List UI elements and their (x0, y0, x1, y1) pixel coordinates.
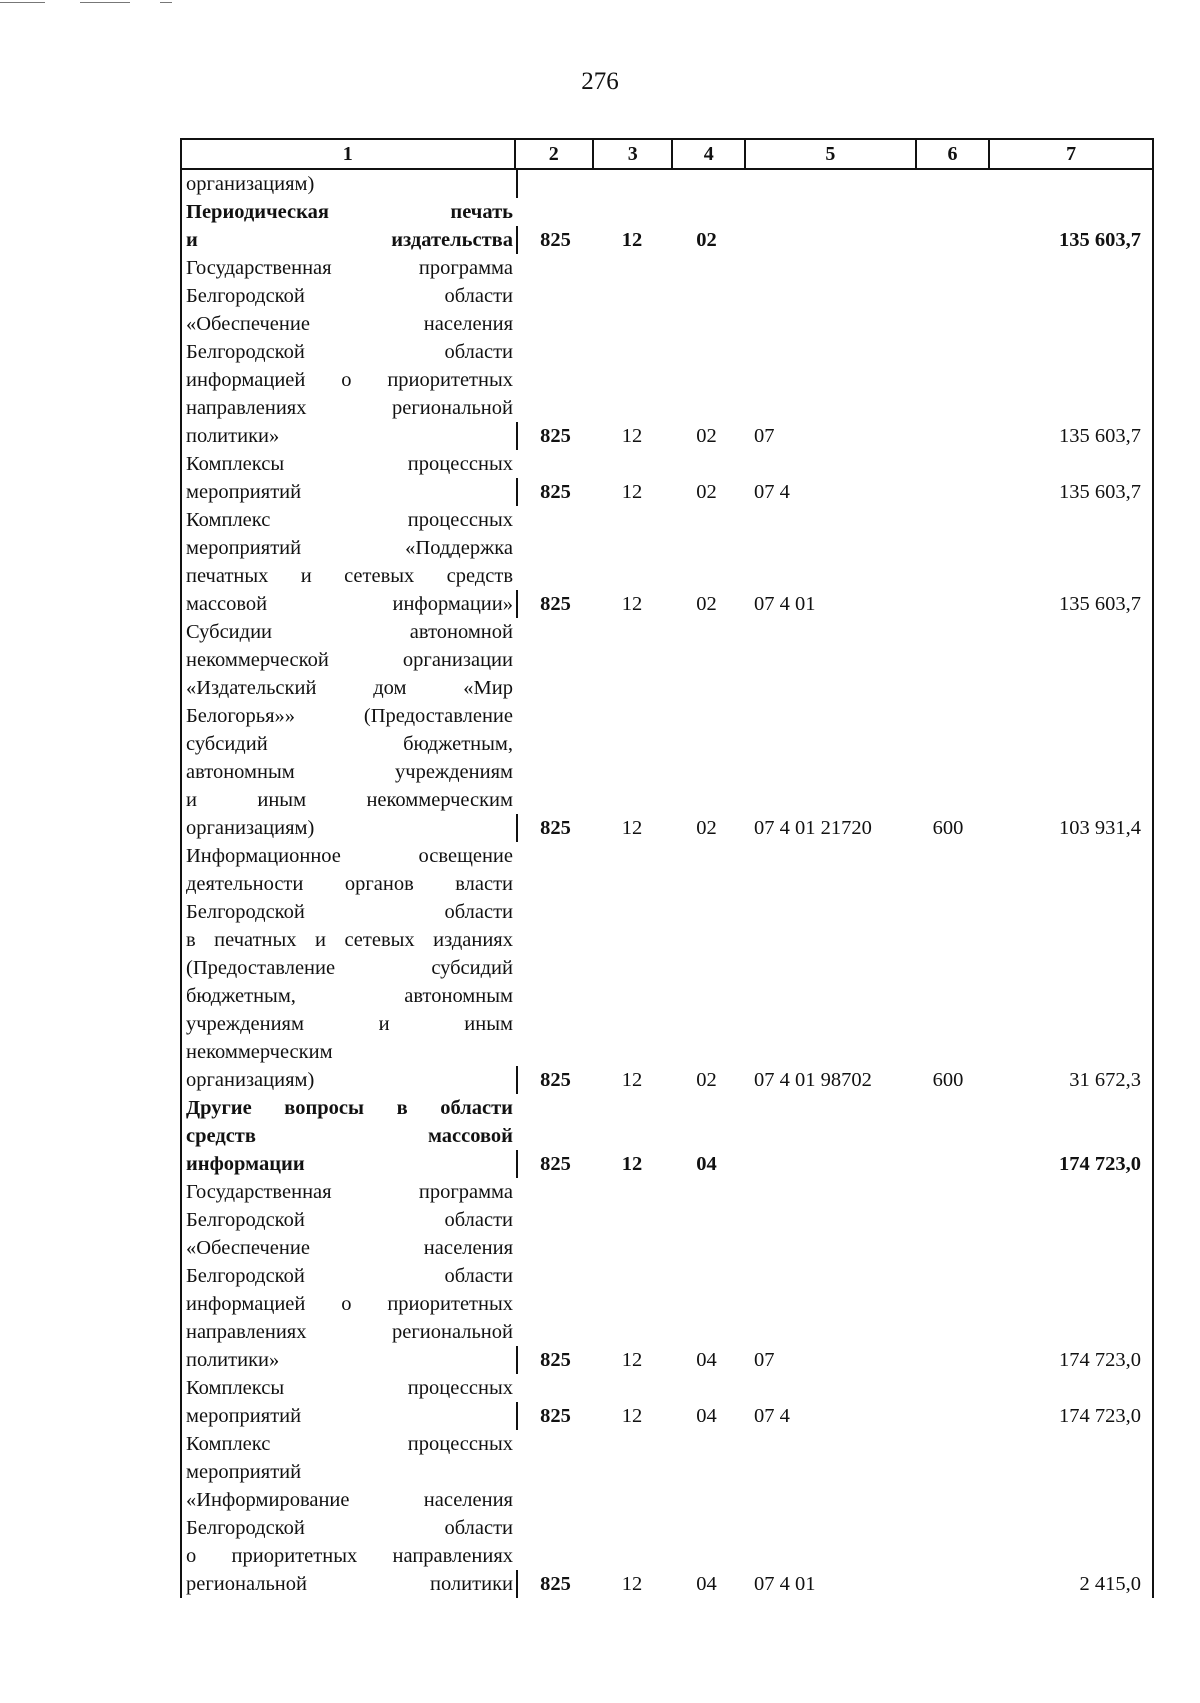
code-section: 12 (621, 1349, 643, 1371)
code-subsection: 02 (696, 1069, 717, 1091)
description-line: некоммерческой организации (186, 649, 513, 671)
row-description (182, 450, 516, 506)
description-line: Субсидии автономной (186, 621, 513, 643)
row-description (182, 1374, 516, 1430)
code-target-article: 07 4 01 98702 (754, 1069, 872, 1091)
code-subsection: 04 (696, 1405, 717, 1427)
description-line: Белгородской области (186, 1517, 513, 1539)
table-row (182, 254, 1152, 450)
description-line: Белгородской области (186, 1265, 513, 1287)
row-description (182, 1094, 516, 1178)
row-description (182, 618, 516, 842)
table-body (182, 170, 1152, 1598)
code-expense-type (912, 478, 984, 506)
description-line: и издательства (186, 229, 513, 251)
page-number: 276 (581, 68, 619, 95)
column-header: 3 (592, 140, 671, 168)
description-line: «Обеспечение населения (186, 313, 513, 335)
description-line: печатных и сетевых средств (186, 565, 513, 587)
description-line: «Издательский дом «Мир (186, 677, 513, 699)
row-codes (516, 170, 1147, 198)
code-ministry: 825 (516, 1346, 593, 1374)
description-line: мероприятий (186, 1405, 302, 1427)
code-target-article (742, 170, 912, 198)
description-line: Белгородской области (186, 285, 513, 307)
amount: 135 603,7 (1059, 229, 1141, 251)
code-section: 12 (621, 425, 643, 447)
description-line: (Предоставление субсидий (186, 957, 513, 979)
code-subsection: 02 (696, 425, 717, 447)
code-section: 12 (621, 593, 643, 615)
description-line: учреждениям и иным (186, 1013, 513, 1035)
description-line: Белогорья»» (Предоставление (186, 705, 513, 727)
description-line: деятельности органов власти (186, 873, 513, 895)
description-line: Комплекс процессных (186, 1433, 513, 1455)
code-ministry (516, 170, 593, 198)
description-line: Комплексы процессных (186, 1377, 513, 1399)
description-line: некоммерческим (186, 1041, 333, 1063)
code-target-article: 07 (754, 425, 775, 447)
description-line: «Информирование населения (186, 1489, 513, 1511)
row-codes (516, 450, 1147, 506)
description-line: субсидий бюджетным, (186, 733, 513, 755)
description-line: автономным учреждениям (186, 761, 513, 783)
row-description (182, 842, 516, 1094)
description-line: политики» (186, 1349, 280, 1371)
table-row (182, 506, 1152, 618)
amount: 174 723,0 (1059, 1405, 1141, 1427)
description-line: информацией о приоритетных (186, 1293, 513, 1315)
code-expense-type: 600 (932, 817, 964, 839)
description-line: Другие вопросы в области (186, 1097, 513, 1119)
column-header: 4 (671, 140, 743, 168)
code-section: 12 (621, 1153, 643, 1175)
code-expense-type (912, 1570, 984, 1598)
description-line: Периодическая печать (186, 201, 513, 223)
code-section: 12 (621, 1069, 643, 1091)
row-description (182, 254, 516, 450)
row-codes (516, 1178, 1147, 1374)
code-ministry: 825 (516, 226, 593, 254)
code-target-article (742, 226, 912, 254)
amount: 135 603,7 (1059, 481, 1141, 503)
code-section: 12 (621, 1405, 643, 1427)
code-expense-type (912, 422, 984, 450)
description-line: Государственная программа (186, 1181, 513, 1203)
code-target-article: 07 4 (754, 1405, 790, 1427)
table-row (182, 842, 1152, 1094)
description-line: организациям) (186, 173, 315, 195)
description-line: бюджетным, автономным (186, 985, 513, 1007)
code-subsection (671, 170, 742, 198)
description-line: организациям) (186, 1069, 315, 1091)
code-target-article: 07 4 (754, 481, 790, 503)
description-line: региональной политики (186, 1573, 513, 1595)
amount: 174 723,0 (1059, 1153, 1141, 1175)
code-expense-type (912, 170, 984, 198)
amount: 2 415,0 (1079, 1573, 1141, 1595)
code-ministry: 825 (516, 1066, 593, 1094)
description-line: Белгородской области (186, 341, 513, 363)
description-line: в печатных и сетевых изданиях (186, 929, 513, 951)
row-description (182, 1178, 516, 1374)
scan-artifact-line (0, 2, 45, 3)
description-line: мероприятий «Поддержка (186, 537, 513, 559)
description-line: Комплекс процессных (186, 509, 513, 531)
description-line: массовой информации» (186, 593, 513, 615)
row-codes (516, 842, 1147, 1094)
row-description (182, 198, 516, 254)
table-header-row (182, 138, 1152, 170)
table-row (182, 618, 1152, 842)
code-ministry: 825 (516, 478, 593, 506)
description-line: Белгородской области (186, 901, 513, 923)
amount: 135 603,7 (1059, 593, 1141, 615)
code-ministry: 825 (516, 1150, 593, 1178)
code-expense-type (912, 1150, 984, 1178)
code-subsection: 02 (696, 481, 717, 503)
table-row (182, 1094, 1152, 1178)
code-section: 12 (621, 1573, 643, 1595)
code-section: 12 (621, 481, 643, 503)
code-ministry: 825 (516, 1402, 593, 1430)
amount: 31 672,3 (1069, 1069, 1141, 1091)
code-expense-type (912, 226, 984, 254)
code-target-article: 07 4 01 (754, 593, 816, 615)
row-description (182, 506, 516, 618)
row-codes (516, 198, 1147, 254)
code-section: 12 (621, 817, 643, 839)
row-description (182, 1430, 516, 1598)
column-header: 1 (342, 143, 353, 165)
code-subsection: 04 (696, 1349, 717, 1371)
column-header: 7 (988, 140, 1152, 168)
code-target-article (742, 1150, 912, 1178)
description-line: направлениях региональной (186, 1321, 513, 1343)
table-row (182, 1374, 1152, 1430)
description-line: Комплексы процессных (186, 453, 513, 475)
description-line: Государственная программа (186, 257, 513, 279)
description-line: Информационное освещение (186, 845, 513, 867)
budget-table (180, 138, 1154, 1598)
column-header: 6 (915, 140, 988, 168)
code-target-article: 07 4 01 21720 (754, 817, 872, 839)
table-row (182, 450, 1152, 506)
description-line: о приоритетных направлениях (186, 1545, 513, 1567)
table-row (182, 170, 1152, 198)
row-codes (516, 506, 1147, 618)
code-ministry: 825 (516, 814, 593, 842)
description-line: информацией о приоритетных (186, 369, 513, 391)
code-target-article: 07 4 01 (754, 1573, 816, 1595)
description-line: организациям) (186, 817, 315, 839)
code-expense-type (912, 590, 984, 618)
description-line: политики» (186, 425, 280, 447)
code-subsection: 02 (696, 817, 717, 839)
amount: 103 931,4 (1059, 817, 1141, 839)
row-codes (516, 1430, 1147, 1598)
description-line: информации (186, 1153, 305, 1175)
row-codes (516, 1374, 1147, 1430)
row-codes (516, 1094, 1147, 1178)
column-header: 2 (514, 140, 592, 168)
description-line: мероприятий (186, 481, 302, 503)
code-expense-type: 600 (932, 1069, 964, 1091)
amount: 174 723,0 (1059, 1349, 1141, 1371)
amount (984, 170, 1147, 198)
table-row (182, 1430, 1152, 1598)
scan-artifact-line (160, 2, 172, 3)
description-line: «Обеспечение населения (186, 1237, 513, 1259)
code-ministry: 825 (516, 590, 593, 618)
code-section (593, 170, 671, 198)
code-expense-type (912, 1402, 984, 1430)
row-codes (516, 254, 1147, 450)
code-ministry: 825 (516, 422, 593, 450)
code-section: 12 (621, 229, 643, 251)
description-line: и иным некоммерческим (186, 789, 513, 811)
code-subsection: 02 (696, 229, 717, 251)
code-subsection: 04 (696, 1573, 717, 1595)
code-expense-type (912, 1346, 984, 1374)
description-line: Белгородской области (186, 1209, 513, 1231)
table-row (182, 198, 1152, 254)
code-subsection: 02 (696, 593, 717, 615)
column-header: 5 (744, 140, 915, 168)
description-line: мероприятий (186, 1461, 302, 1483)
scan-artifact-line (80, 2, 130, 3)
row-description (182, 170, 516, 198)
description-line: средств массовой (186, 1125, 513, 1147)
code-ministry: 825 (516, 1570, 593, 1598)
code-target-article: 07 (754, 1349, 775, 1371)
code-subsection: 04 (696, 1153, 717, 1175)
row-codes (516, 618, 1147, 842)
description-line: направлениях региональной (186, 397, 513, 419)
table-row (182, 1178, 1152, 1374)
amount: 135 603,7 (1059, 425, 1141, 447)
